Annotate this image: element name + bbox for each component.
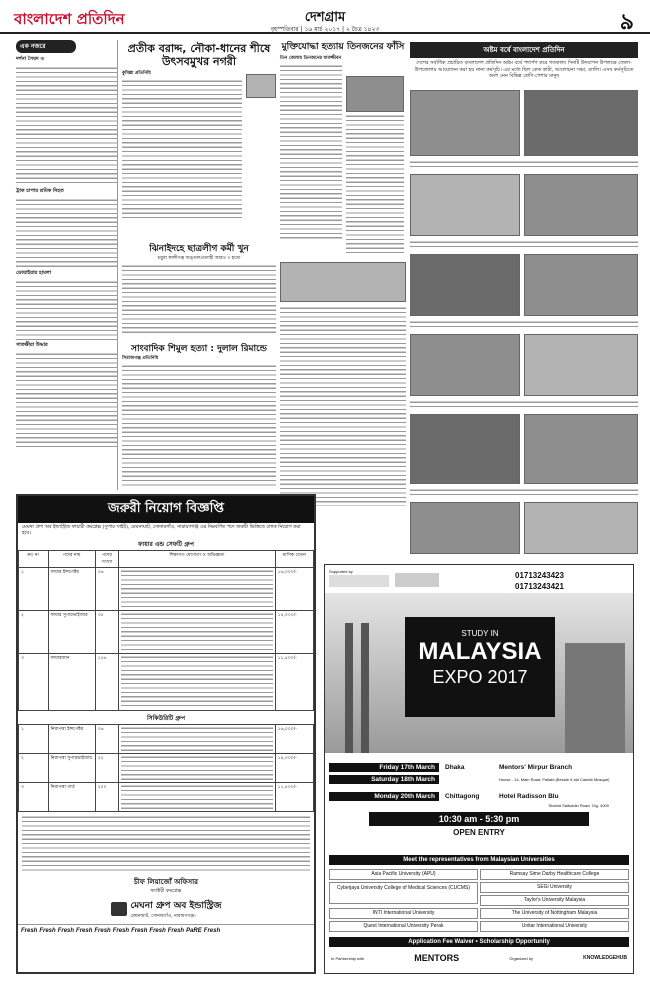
malaysia-expo-ad [324,564,634,974]
schedule-city: Dhaka [445,763,465,771]
expo-title-box [405,617,555,717]
university-item: INTI International University [329,908,478,919]
building-graphic [565,643,625,753]
story-photo [280,262,406,302]
brief-text [16,198,117,268]
salary: ১৪,০০০/- [275,611,313,654]
brand-logo: Fresh [112,928,130,934]
qualification [119,568,275,611]
feature-photo [524,502,638,554]
brief-title: দর্শনা সৈয়দ ও [16,56,45,62]
schedule-day: Saturday 18th March [329,775,439,784]
job-ad-terms [22,815,310,873]
partner-label: In Partnership with [331,955,365,961]
story-byline: কুমিল্লা প্রতিনিধি [122,71,151,76]
organized-label: Organized by [509,955,533,961]
country-name: MALAYSIA [418,638,542,665]
venue-address: Shahid Saifuddin Road, Ctg. 4000 [548,803,609,808]
story-text [346,114,404,254]
company-address: মেঘনাঘাট, সোনারগাঁও, নারায়ণগঞ্জ। [130,914,196,919]
post-name: নিরাপত্তা ইন্সপেক্টর [48,725,95,754]
brand-logo: Fresh [94,928,111,934]
feature-photo [410,174,520,236]
job-ad-title: জরুরী নিয়োগ বিজ্ঞপ্তি [18,496,314,523]
story-text [122,79,242,219]
venue-name: Hotel Radisson Blu [499,792,559,800]
story-subhead: তিন জেলায় তিনজনের যাবজ্জীবন [280,56,342,61]
row-number: ৩ [19,654,49,711]
story-journalist [122,344,276,489]
salary: ১৬,০০০/- [275,725,313,754]
university-item: The University of Nottingham Malaysia [480,908,629,919]
table-row [19,568,314,611]
ministry-logo [329,575,389,587]
venue-address: House - 14, Main Road, Pallabi (Beside It aid Cantab Mosque) [499,776,610,782]
page-number: ৯ [619,9,634,35]
post-name: নিরাপত্তা গার্ড [48,783,95,812]
feature-photo [410,334,520,396]
table-row [19,654,314,711]
photo-caption [410,320,638,330]
story-city-election [122,42,276,219]
newspaper-logo: বাংলাদেশ প্রতিদিন [14,10,125,28]
salary: ১১,৫০০/- [275,654,313,711]
feature-intro: দেশের সর্বাধিক প্রচারিত বাংলাদেশ প্রতিদিন অষ্টম বর্ষে পদার্পণ করে গতকাল। দিনটি উদযাপন উপলক্ষে জেলা-উপজেলায় আয়োজন করা হয় নানা কর্মসূচি। এর মধ্যে ছিল কেক কাটা, আলোচনা সভা, র‌্যালি। এসব কর্মসূচিতে অংশ নেন বিভিন্ন শ্রেণি-পেশার মানুষ [414,60,634,79]
brand-logo: Fresh [57,928,75,934]
university-item: SEGi University [480,882,629,893]
university-item: Unitar International University [480,921,629,932]
sidebar-tag: এক নজরে [16,40,76,53]
issue-date: বৃহস্পতিবার | ১৬ মার্চ ২০১৭ | ২ চৈত্র ১৪২৩ [270,26,380,33]
edu-malaysia-logo [395,573,439,587]
feature-photo [410,414,520,484]
feature-photo [524,174,638,236]
qualification [119,654,275,711]
row-number: ১ [19,568,49,611]
story-headline: প্রতীক বরাদ্দ, নৌকা-ধানের শীষে উৎসবমুখর নগরী [127,42,271,68]
brief-title: সাতক্ষীরা উদ্ধার [16,342,48,348]
feature-photo [524,90,638,156]
tower-graphic [345,623,353,753]
story-text [122,364,276,489]
footer-banner: Application Fee Waiver • Scholarship Opportunity [329,937,629,947]
job-ad-intro: মেঘনা গ্রুপ অব ইন্ডাস্ট্রিজ ফায়ারী কমপ্লেক্স (সুপার সাইট), মেঘনাঘাট, সোনারগাঁও, নারায়ণগঞ্জ এর নিম্নবর্ণিত পদে জরুরী ভিত্তিতে লোক নিয়োগ করা হবে। [22,525,301,536]
post-count: ০৬ [95,725,119,754]
event-time: 10:30 am - 5:30 pm [369,812,589,826]
brief-title: ট্রাক চাপায় শ্রমিক নিহত [16,188,64,194]
schedule-day: Monday 20th March [329,792,439,801]
venue-name: Mentors' Mirpur Branch [499,763,573,771]
story-headline: সাংবাদিক শিমুল হত্যা : দুলাল রিমান্ডে [131,344,267,354]
qualification [119,611,275,654]
phone-2: 01713243421 [515,582,564,591]
section-title: দেশগ্রাম [304,10,346,25]
feature-photo [410,502,520,554]
salary: ১১,৫০০/- [275,783,313,812]
brief-title: ডোয়াইয়ার হামলা [16,270,52,276]
brief-text [16,352,117,447]
company-logo-icon [111,902,127,916]
col-header: পদের নাম [48,551,95,568]
feature-photo [410,90,520,156]
story-photo [346,76,404,112]
col-header: পদের সংখ্যা [95,551,119,568]
story-headline: মুক্তিযোদ্ধা হত্যায় তিনজনের ফাঁসি [281,42,405,52]
post-count: ২২ [95,754,119,783]
story-text [280,306,406,506]
organizer-logo: MENTORS [414,953,460,963]
schedule-day: Friday 17th March [329,763,439,772]
sidebar-briefs [16,40,118,490]
table-row [19,725,314,754]
feature-photo [524,414,638,484]
post-count: ০৬ [95,568,119,611]
row-number: ৩ [19,783,49,812]
job-table-fire [18,550,314,711]
university-item: Taylor's University Malaysia [480,895,629,906]
schedule-row [329,789,629,803]
salary: ১৬,০০০/- [275,568,313,611]
study-in: STUDY IN [461,629,499,638]
post-name: নিরাপত্তা সুপারভাইজার [48,754,95,783]
photo-caption [410,240,638,250]
post-name: ফায়ারম্যান [48,654,95,711]
story-headline: ঝিনাইদহে ছাত্রলীগ কর্মী খুন [149,244,249,254]
job-ad-section: সিকিউরিটি গ্রুপ [146,715,186,722]
feature-banner: অষ্টম বর্ষে বাংলাদেশ প্রতিদিন [410,42,638,58]
photo-caption [410,488,638,498]
brand-logo: PaRE [186,928,202,934]
schedule [329,761,629,837]
brand-strip [18,924,314,934]
row-number: ২ [19,611,49,654]
job-ad-section: ফায়ার এন্ড সেফটি গ্রুপ [138,541,194,548]
brief-text [16,66,117,186]
job-table-security [18,724,314,812]
open-entry: OPEN ENTRY [453,828,505,837]
university-item: Cyberjaya University College of Medical Sciences (CUCMS) [329,882,478,904]
post-count: ১২৬ [95,654,119,711]
feature-photo [524,334,638,396]
meet-reps-banner: Meet the representatives from Malaysian Universities [329,855,629,865]
brand-logo: Fresh [167,928,185,934]
post-count: ৩৫ [95,611,119,654]
story-text [280,64,342,240]
supported-by: Supported by [329,569,353,574]
brand-logo: Fresh [203,928,221,934]
feature-photo [410,254,520,316]
photo-caption [410,400,638,410]
qualification [119,783,275,812]
qualification [119,754,275,783]
col-header: মাসিক বেতন [275,551,313,568]
phone-1: 01713243423 [515,571,564,580]
table-row [19,611,314,654]
post-name: ফায়ার ইন্সপেক্টর [48,568,95,611]
post-name: ফায়ার সুপারভাইজার [48,611,95,654]
brief-text [16,280,117,340]
row-number: ১ [19,725,49,754]
photo-caption [410,160,638,170]
brand-logo: Fresh [76,928,93,934]
signatory-sub: ফ্যাক্টরী কমপ্লেক্স [150,888,182,894]
story-byline: সিরাজগঞ্জ প্রতিনিধি [122,356,159,361]
tower-graphic [361,623,369,753]
schedule-row [329,773,629,785]
company-name: মেঘনা গ্রুপ অব ইন্ডাস্ট্রিজ [130,901,222,911]
masthead [0,0,650,34]
university-list [329,869,629,932]
story-subhead: চড়ুরা কালীগঞ্জ জঙ্গুলপ্রত্যাহী আরও ৩ হতো [157,256,241,261]
table-row [19,754,314,783]
salary: ১৪,০০০/- [275,754,313,783]
university-item: Quest International University Perak [329,921,478,932]
expo-year: EXPO 2017 [432,667,528,687]
signatory-title: চীফ লিয়াজোঁ অফিসার [134,877,198,886]
brand-logo: Fresh [149,928,166,934]
schedule-city: Chittagong [445,792,480,800]
qualification [119,725,275,754]
story-verdict [280,42,406,240]
story-text [122,264,276,334]
brand-logo: Fresh [131,928,148,934]
col-header: ক্রঃ নং [19,551,49,568]
story-murder [122,244,276,334]
brand-logo: Fresh [21,928,38,934]
university-item: Ramsay Sime Darby Healthcare College [480,869,629,880]
brand-logo: Fresh [39,928,56,934]
sponsor-strip [331,953,627,963]
knowledgehub-logo: KNOWLEDGEHUB [583,955,627,961]
story-photo [246,74,276,98]
post-count: ২০০ [95,783,119,812]
row-number: ২ [19,754,49,783]
university-item: Asia Pacific University (APU) [329,869,478,880]
feature-photo [524,254,638,316]
job-advertisement [16,494,316,974]
schedule-row [329,761,629,773]
table-row [19,783,314,812]
col-header: শিক্ষাগত যোগ্যতা ও অভিজ্ঞতা [119,551,275,568]
